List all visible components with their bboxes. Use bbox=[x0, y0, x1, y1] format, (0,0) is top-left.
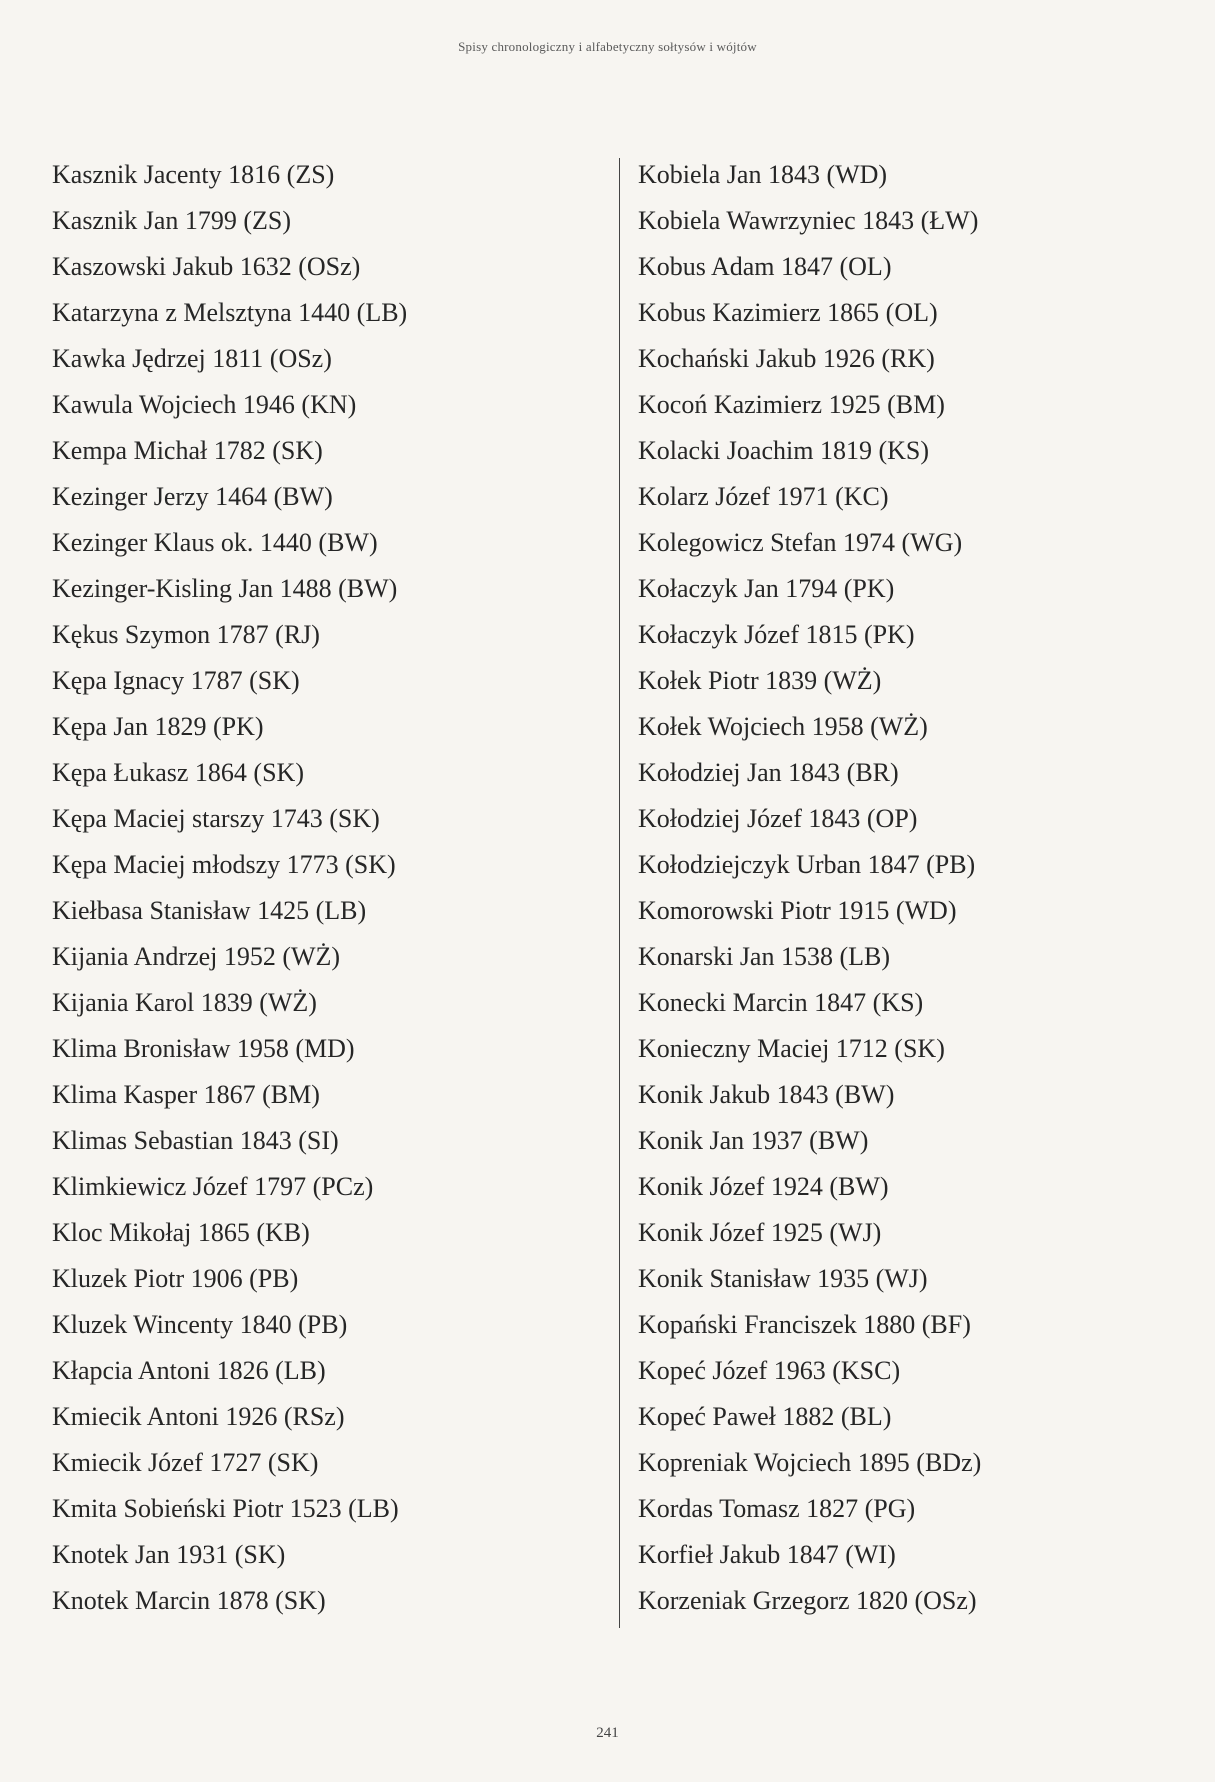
list-item: Korzeniak Grzegorz 1820 (OSz) bbox=[638, 1586, 977, 1615]
left-column bbox=[52, 152, 612, 1624]
list-item: Kezinger Jerzy 1464 (BW) bbox=[52, 482, 333, 511]
list-item: Kołaczyk Jan 1794 (PK) bbox=[638, 574, 895, 603]
list-item: Kawula Wojciech 1946 (KN) bbox=[52, 390, 357, 419]
list-item: Kluzek Wincenty 1840 (PB) bbox=[52, 1310, 348, 1339]
list-item: Kołaczyk Józef 1815 (PK) bbox=[638, 620, 915, 649]
list-item: Kołodziej Jan 1843 (BR) bbox=[638, 758, 899, 787]
list-item: Kasznik Jan 1799 (ZS) bbox=[52, 206, 292, 235]
list-item: Kmiecik Antoni 1926 (RSz) bbox=[52, 1402, 345, 1431]
list-item: Klimkiewicz Józef 1797 (PCz) bbox=[52, 1172, 374, 1201]
list-item: Kobus Kazimierz 1865 (OL) bbox=[638, 298, 938, 327]
list-item: Kordas Tomasz 1827 (PG) bbox=[638, 1494, 916, 1523]
list-item: Kępa Łukasz 1864 (SK) bbox=[52, 758, 304, 787]
list-item: Kaszowski Jakub 1632 (OSz) bbox=[52, 252, 361, 281]
list-item: Kopreniak Wojciech 1895 (BDz) bbox=[638, 1448, 982, 1477]
list-item: Kępa Jan 1829 (PK) bbox=[52, 712, 264, 741]
list-item: Knotek Jan 1931 (SK) bbox=[52, 1540, 286, 1569]
list-item: Konik Józef 1924 (BW) bbox=[638, 1172, 889, 1201]
list-item: Kobiela Wawrzyniec 1843 (ŁW) bbox=[638, 206, 979, 235]
list-item: Konik Jan 1937 (BW) bbox=[638, 1126, 869, 1155]
list-item: Klima Bronisław 1958 (MD) bbox=[52, 1034, 355, 1063]
list-item: Kępa Maciej starszy 1743 (SK) bbox=[52, 804, 380, 833]
list-item: Kołek Wojciech 1958 (WŻ) bbox=[638, 712, 928, 741]
list-item: Kękus Szymon 1787 (RJ) bbox=[52, 620, 320, 649]
list-item: Kłapcia Antoni 1826 (LB) bbox=[52, 1356, 326, 1385]
list-item: Kijania Andrzej 1952 (WŻ) bbox=[52, 942, 341, 971]
list-item: Kołodziej Józef 1843 (OP) bbox=[638, 804, 918, 833]
list-item: Konecki Marcin 1847 (KS) bbox=[638, 988, 924, 1017]
list-item: Kasznik Jacenty 1816 (ZS) bbox=[52, 160, 335, 189]
list-item: Korfieł Jakub 1847 (WI) bbox=[638, 1540, 896, 1569]
list-item: Kopeć Paweł 1882 (BL) bbox=[638, 1402, 892, 1431]
list-item: Kopański Franciszek 1880 (BF) bbox=[638, 1310, 971, 1339]
list-item: Kezinger-Kisling Jan 1488 (BW) bbox=[52, 574, 398, 603]
list-item: Kmita Sobieński Piotr 1523 (LB) bbox=[52, 1494, 399, 1523]
list-item: Kolegowicz Stefan 1974 (WG) bbox=[638, 528, 963, 557]
list-item: Kawka Jędrzej 1811 (OSz) bbox=[52, 344, 332, 373]
list-item: Kocoń Kazimierz 1925 (BM) bbox=[638, 390, 945, 419]
list-item: Kmiecik Józef 1727 (SK) bbox=[52, 1448, 319, 1477]
column-divider bbox=[619, 158, 620, 1628]
list-item: Kępa Ignacy 1787 (SK) bbox=[52, 666, 300, 695]
list-item: Konik Stanisław 1935 (WJ) bbox=[638, 1264, 928, 1293]
list-item: Katarzyna z Melsztyna 1440 (LB) bbox=[52, 298, 408, 327]
list-item: Kochański Jakub 1926 (RK) bbox=[638, 344, 935, 373]
list-item: Kobus Adam 1847 (OL) bbox=[638, 252, 892, 281]
list-item: Konik Jakub 1843 (BW) bbox=[638, 1080, 895, 1109]
running-header: Spisy chronologiczny i alfabetyczny sołtysów i wójtów bbox=[458, 39, 757, 54]
list-item: Kobiela Jan 1843 (WD) bbox=[638, 160, 888, 189]
list-item: Kloc Mikołaj 1865 (KB) bbox=[52, 1218, 310, 1247]
list-item: Kopeć Józef 1963 (KSC) bbox=[638, 1356, 901, 1385]
list-item: Klima Kasper 1867 (BM) bbox=[52, 1080, 320, 1109]
list-item: Klimas Sebastian 1843 (SI) bbox=[52, 1126, 339, 1155]
list-item: Kezinger Klaus ok. 1440 (BW) bbox=[52, 528, 378, 557]
list-item: Kiełbasa Stanisław 1425 (LB) bbox=[52, 896, 367, 925]
list-item: Kępa Maciej młodszy 1773 (SK) bbox=[52, 850, 396, 879]
list-item: Konarski Jan 1538 (LB) bbox=[638, 942, 891, 971]
page-number: 241 bbox=[596, 1725, 619, 1741]
list-item: Kołek Piotr 1839 (WŻ) bbox=[638, 666, 882, 695]
list-item: Kempa Michał 1782 (SK) bbox=[52, 436, 323, 465]
list-item: Kolarz Józef 1971 (KC) bbox=[638, 482, 889, 511]
right-column bbox=[638, 152, 1198, 1624]
list-item: Knotek Marcin 1878 (SK) bbox=[52, 1586, 326, 1615]
list-item: Kołodziejczyk Urban 1847 (PB) bbox=[638, 850, 976, 879]
list-item: Kijania Karol 1839 (WŻ) bbox=[52, 988, 317, 1017]
list-item: Konieczny Maciej 1712 (SK) bbox=[638, 1034, 945, 1063]
list-item: Kolacki Joachim 1819 (KS) bbox=[638, 436, 930, 465]
list-item: Kluzek Piotr 1906 (PB) bbox=[52, 1264, 299, 1293]
list-item: Konik Józef 1925 (WJ) bbox=[638, 1218, 882, 1247]
list-item: Komorowski Piotr 1915 (WD) bbox=[638, 896, 957, 925]
